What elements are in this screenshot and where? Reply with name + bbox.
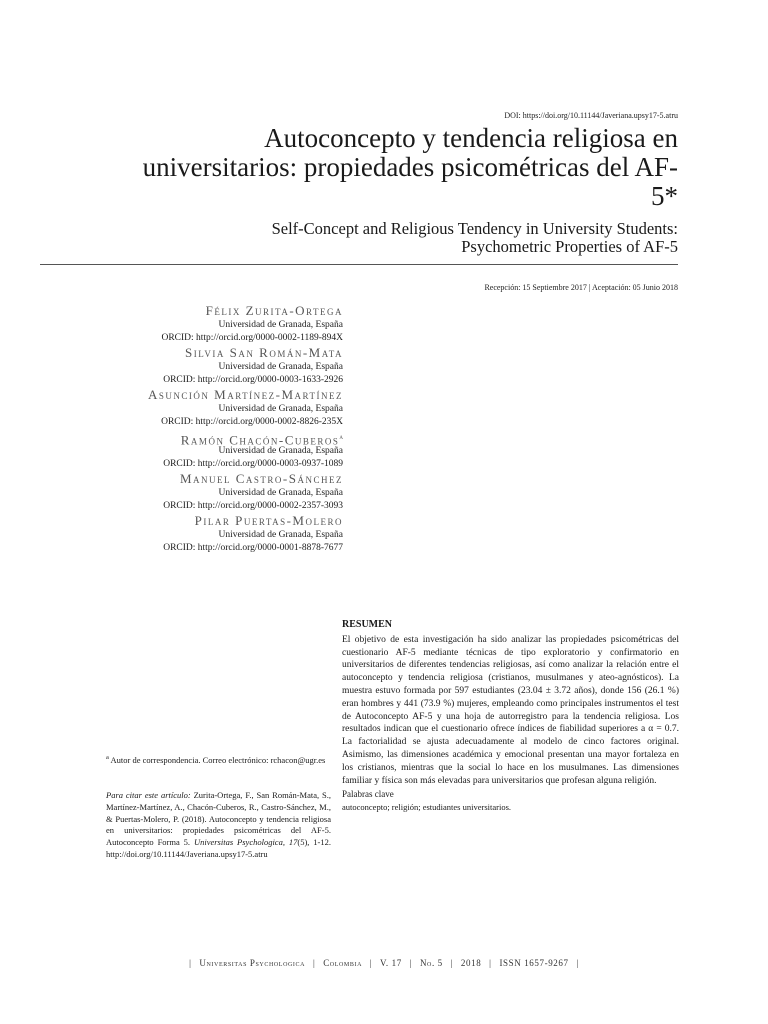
author-affiliation: Universidad de Granada, España xyxy=(218,362,343,372)
author-name: Félix Zurita-Ortega xyxy=(205,303,343,318)
footer-separator: | xyxy=(409,958,413,968)
footer-separator: | xyxy=(312,958,316,968)
author-block xyxy=(23,429,343,471)
author-name: Manuel Castro-Sánchez xyxy=(179,471,343,486)
footer-country: Colombia xyxy=(323,958,363,968)
author-affiliation: Universidad de Granada, España xyxy=(218,446,343,456)
corresponding-author-marker[interactable]: a xyxy=(339,433,343,441)
keywords-list: autoconcepto; religión; estudiantes universitarios. xyxy=(342,802,512,813)
footer-issn: ISSN 1657-9267 xyxy=(499,958,569,968)
author-orcid-link[interactable]: ORCID: http://orcid.org/0000-0003-1633-2926 xyxy=(163,375,343,385)
citation-journal: Universitas Psychologica, 17 xyxy=(193,837,298,848)
author-orcid-link[interactable]: ORCID: http://orcid.org/0000-0003-0937-1089 xyxy=(163,459,343,469)
author-affiliation: Universidad de Granada, España xyxy=(218,530,343,540)
author-block xyxy=(23,345,343,387)
keywords-heading: Palabras clave xyxy=(342,789,394,800)
author-list xyxy=(23,303,343,555)
abstract-section xyxy=(342,619,679,814)
journal-footer xyxy=(0,958,768,968)
citation-tail[interactable]: (5), 1-12. http://doi.org/10.11144/Javeriana.upsy17-5.atru xyxy=(106,837,331,859)
footer-journal: Universitas Psychologica xyxy=(199,958,306,968)
footer-separator: | xyxy=(576,958,579,968)
abstract-body: El objetivo de esta investigación ha sido analizar las propiedades psicométricas del cuestionario AF-5 mediante técnicas de tipo exploratorio y confirmatorio en universitarios de diferentes tendencias religiosas, así como analizar la relación entre el autoconcepto y tendencia religiosa (cristianos, musulmanes y ateo-agnósticos). La muestra estuvo formada por 597 estudiantes (23.04 ± 3.72 años), donde 156 (26.1 %) eran hombres y 441 (73.9 %) mujeres, empleando como principales instrumentos el test de Autoconcepto AF-5 y una hoja de autorregistro para la tendencia religiosa. Los resultados indican que el cuestionario ofrece índices de fiabilidad superiores a α = 0.7. La factorialidad se ajusta adecuadamente al modelo de cinco factores original. Asimismo, las dimensiones académica y emocional presentan una mayor fortaleza en los cristianos, mientras que la social lo hace en los musulmanes. Las dimensiones familiar y física son más elevadas para universitarios que profesan alguna religión. xyxy=(342,634,679,786)
author-name: Silvia San Román-Mata xyxy=(185,345,343,360)
footer-issue: No. 5 xyxy=(419,958,443,968)
author-name: Asunción Martínez-Martínez xyxy=(148,387,343,402)
author-affiliation: Universidad de Granada, España xyxy=(218,320,343,330)
author-block xyxy=(23,513,343,555)
author-orcid-link[interactable]: ORCID: http://orcid.org/0000-0002-1189-894X xyxy=(161,333,343,343)
author-orcid-link[interactable]: ORCID: http://orcid.org/0000-0002-2357-3093 xyxy=(163,501,343,511)
footnote-marker: a xyxy=(106,754,109,761)
footer-separator: | xyxy=(189,958,192,968)
author-block xyxy=(23,471,343,513)
doi-line[interactable]: DOI: https://doi.org/10.11144/Javeriana.upsy17-5.atru xyxy=(504,111,678,120)
author-affiliation: Universidad de Granada, España xyxy=(218,404,343,414)
footer-separator: | xyxy=(489,958,492,968)
author-orcid-link[interactable]: ORCID: http://orcid.org/0000-0001-8878-7677 xyxy=(163,543,343,553)
author-name: Ramón Chacón-Cuberos$^a$ xyxy=(180,432,343,448)
title-divider xyxy=(40,264,678,265)
corresponding-author-footnote xyxy=(106,752,331,766)
author-block xyxy=(23,387,343,429)
abstract-heading: RESUMEN xyxy=(342,619,393,630)
footer-volume: V. 17 xyxy=(379,958,402,968)
citation-block xyxy=(106,790,331,861)
author-block xyxy=(23,303,343,345)
article-title: Autoconcepto y tendencia religiosa en universitarios: propiedades psicométricas del AF-5* xyxy=(142,123,678,211)
author-name: Pilar Puertas-Molero xyxy=(194,513,343,528)
citation-authors: Zurita-Ortega, F., San Román-Mata, S., Martínez-Martínez, A., Chacón-Cuberos, R., Castro-Sánchez, M., & Puertas-Molero, P. (2018). Autoconcepto y tendencia religiosa en universitarios: propiedades psicométricas del AF-5. Autoconcepto Forma 5. xyxy=(106,790,331,848)
footnote-text: Autor de correspondencia. Correo electrónico: rchacon@ugr.es xyxy=(110,754,326,765)
footer-separator: | xyxy=(369,958,373,968)
footer-year: 2018 xyxy=(460,958,482,968)
footer-separator: | xyxy=(450,958,454,968)
english-title xyxy=(118,220,678,256)
author-affiliation: Universidad de Granada, España xyxy=(218,488,343,498)
english-title-line-2: Psychometric Properties of AF-5 xyxy=(461,237,678,256)
english-title-line-1: Self-Concept and Religious Tendency in University Students: xyxy=(271,219,678,238)
citation-lead: Para citar este artículo: xyxy=(106,790,191,800)
author-orcid-link[interactable]: ORCID: http://orcid.org/0000-0002-8826-235X xyxy=(161,417,343,427)
reception-dates: Recepción: 15 Septiembre 2017 | Aceptación: 05 Junio 2018 xyxy=(484,283,678,292)
